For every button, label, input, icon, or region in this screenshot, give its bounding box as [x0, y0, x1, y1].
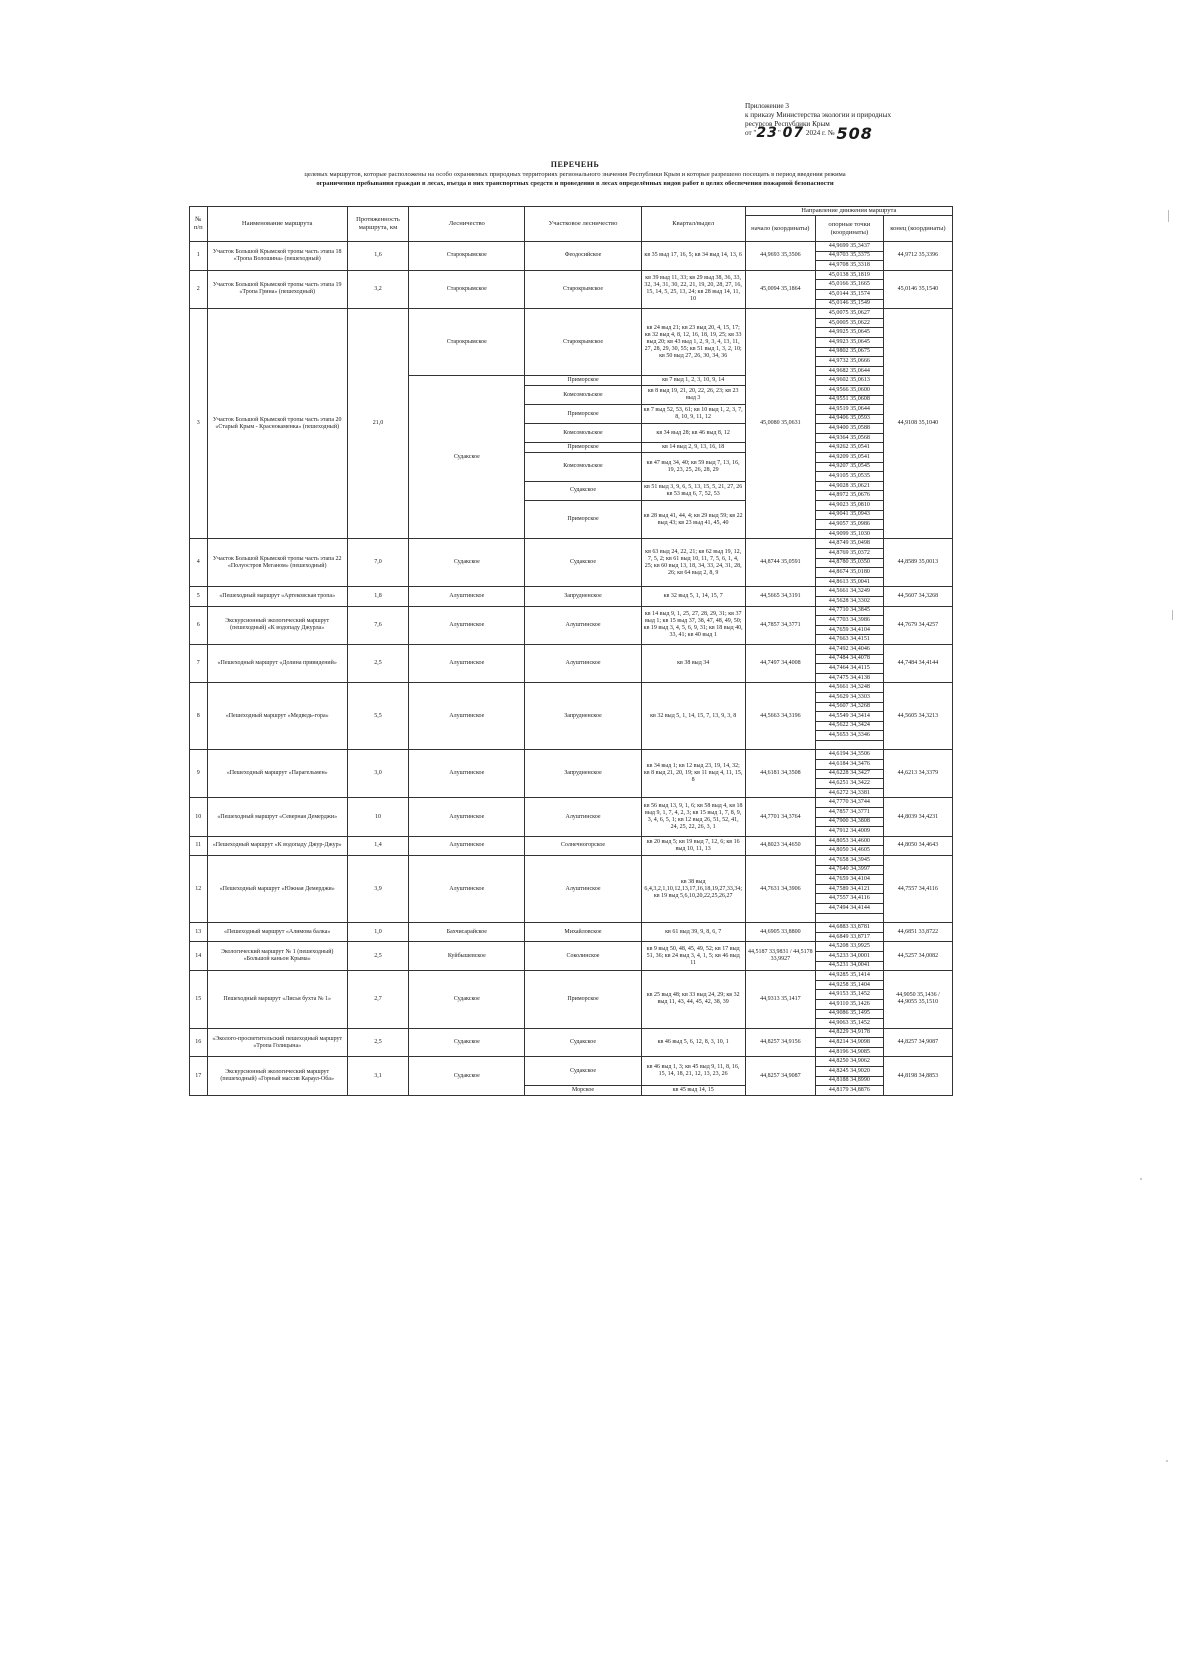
header-length: Протяженность маршрута, км: [347, 207, 408, 242]
table-row: [190, 971, 953, 981]
waypoint-coordinates: 44,5231 34,0041: [815, 961, 883, 971]
waypoint-coordinates: 44,5661 34,3248: [815, 683, 883, 693]
row-number: 4: [190, 539, 208, 587]
forestry-district: Соколинское: [525, 942, 641, 971]
start-coordinates: 44,6905 33,8800: [745, 923, 815, 942]
forestry: Куйбышевское: [409, 942, 525, 971]
waypoint-coordinates: 44,5549 34,3414: [815, 712, 883, 722]
route-length: 1,8: [347, 587, 408, 606]
scan-edge-mark: [1168, 210, 1169, 222]
forestry-district: Судакское: [525, 481, 641, 500]
waypoint-coordinates: 44,9207 35,0545: [815, 462, 883, 472]
start-coordinates: 44,7701 34,3764: [745, 798, 815, 836]
scan-speck: [1140, 1178, 1142, 1180]
forestry-district: Приморское: [525, 501, 641, 539]
waypoint-coordinates: 44,9086 35,1495: [815, 1009, 883, 1019]
waypoint-coordinates: 44,8188 34,8990: [815, 1076, 883, 1086]
waypoint-coordinates: 44,7494 34,4144: [815, 903, 883, 913]
waypoint-coordinates: 44,9566 35,0600: [815, 385, 883, 395]
forestry: Судакское: [409, 1057, 525, 1095]
forestry: Старокрымское: [409, 242, 525, 271]
forest-block: кв 8 выд 19, 21, 20, 22, 26, 23; кв 23 выд 3: [641, 385, 745, 404]
waypoint-coordinates: 44,5653 34,3346: [815, 731, 883, 741]
waypoint-coordinates: 44,8053 34,4600: [815, 836, 883, 846]
table-row: [190, 242, 953, 252]
waypoint-coordinates: 44,9099 35,1030: [815, 529, 883, 539]
table-row: [190, 270, 953, 280]
start-coordinates: 44,8023 34,4650: [745, 836, 815, 855]
forestry: Судакское: [409, 376, 525, 539]
forest-block: кв 34 выд 1; кв 12 выд 23, 19, 14, 32; кв 8 выд 21, 20, 19; кв 11 выд 4, 11, 15, 8: [641, 750, 745, 798]
forest-block: кв 9 выд 50, 48, 45, 49, 52; кв 17 выд 51, 36; кв 24 выд 3, 4, 1, 5; кв 46 выд 11: [641, 942, 745, 971]
forest-block: кв 20 выд 5; кв 19 выд 7, 12, 6; кв 16 выд 10, 11, 13: [641, 836, 745, 855]
end-coordinates: 44,6213 34,3379: [883, 750, 952, 798]
end-coordinates: 45,0146 35,1540: [883, 270, 952, 308]
table-row: [190, 923, 953, 933]
forestry-district: Комсомольское: [525, 385, 641, 404]
waypoint-coordinates: 44,7475 34,4138: [815, 673, 883, 683]
route-length: 21,0: [347, 309, 408, 539]
table-row: [190, 798, 953, 808]
forestry-district: Алуштинское: [525, 644, 641, 682]
table-row: [190, 606, 953, 616]
forest-block: кв 38 выд 34: [641, 644, 745, 682]
route-name: «Пешеходный маршрут «Медведь-гора»: [207, 683, 347, 750]
waypoint-coordinates: 44,5622 34,3424: [815, 721, 883, 731]
route-name: Экологический маршрут № 1 (пешеходный) «Большой каньон Крыма»: [207, 942, 347, 971]
row-number: 13: [190, 923, 208, 942]
waypoint-coordinates: 44,9262 35,0541: [815, 443, 883, 453]
waypoint-coordinates: 44,8749 35,0498: [815, 539, 883, 549]
forestry-district: Запрудненское: [525, 683, 641, 750]
waypoint-coordinates: 44,8250 34,9062: [815, 1057, 883, 1067]
waypoint-coordinates: 44,8674 35,0180: [815, 568, 883, 578]
waypoint-coordinates: 44,7484 34,4078: [815, 654, 883, 664]
route-length: 3,2: [347, 270, 408, 308]
route-length: 2,5: [347, 644, 408, 682]
route-name: «Эколого-просветительский пешеходный маршрут «Тропа Голицына»: [207, 1028, 347, 1057]
waypoint-coordinates: 44,7900 34,3808: [815, 817, 883, 827]
waypoint-coordinates: 45,0166 35,1665: [815, 280, 883, 290]
waypoint-coordinates: 44,6194 34,3506: [815, 750, 883, 760]
waypoint-coordinates: 44,9925 35,0645: [815, 328, 883, 338]
header-end: конец (координаты): [883, 216, 952, 242]
route-length: 1,6: [347, 242, 408, 271]
route-length: 2,5: [347, 1028, 408, 1057]
waypoint-coordinates: 44,7659 34,4104: [815, 625, 883, 635]
forestry: Старокрымское: [409, 309, 525, 376]
route-name: Экскурсионный экологический маршрут (пешеходный) «Горный массив Караул-Оба»: [207, 1057, 347, 1095]
waypoint-coordinates: 44,8214 34,9098: [815, 1038, 883, 1048]
route-name: Участок Большой Крымской тропы часть этапа 18 «Тропа Волошина» (пешеходный): [207, 242, 347, 271]
forest-block: кв 61 выд 39, 9, 8, 6, 7: [641, 923, 745, 942]
handwritten-month: 07: [782, 125, 805, 141]
start-coordinates: 44,9313 35,1417: [745, 971, 815, 1029]
start-coordinates: 44,8744 35,0591: [745, 539, 815, 587]
waypoint-coordinates: 44,7663 34,4151: [815, 635, 883, 645]
route-name: Пешеходный маршрут «Лисья бухта № 1»: [207, 971, 347, 1029]
header-direction: Направление движения маршрута: [745, 207, 952, 216]
header-name: Наименование маршрута: [207, 207, 347, 242]
forestry: Алуштинское: [409, 856, 525, 923]
forestry: Судакское: [409, 971, 525, 1029]
start-coordinates: 44,9693 35,3506: [745, 242, 815, 271]
waypoint-coordinates: 44,5628 34,3302: [815, 596, 883, 606]
start-coordinates: 44,5665 34,3191: [745, 587, 815, 606]
end-coordinates: 44,7679 34,4257: [883, 606, 952, 644]
waypoint-coordinates: 44,9400 35,0588: [815, 424, 883, 434]
waypoint-coordinates: 44,8229 34,9178: [815, 1028, 883, 1038]
forestry: Алуштинское: [409, 798, 525, 836]
row-number: 10: [190, 798, 208, 836]
forestry-district: Солнечногорское: [525, 836, 641, 855]
waypoint-coordinates: 44,9057 35,0986: [815, 520, 883, 530]
route-length: 3,9: [347, 856, 408, 923]
row-number: 5: [190, 587, 208, 606]
header-district: Участковое лесничество: [525, 207, 641, 242]
header-num: № п/п: [190, 207, 208, 242]
waypoint-coordinates: 44,9023 35,0810: [815, 501, 883, 511]
waypoint-empty: [815, 913, 883, 923]
waypoint-coordinates: 44,9699 35,3437: [815, 242, 883, 252]
table-row: [190, 1057, 953, 1067]
route-length: 10: [347, 798, 408, 836]
waypoint-coordinates: 44,9110 35,1426: [815, 999, 883, 1009]
end-coordinates: 44,8039 34,4231: [883, 798, 952, 836]
route-length: 5,5: [347, 683, 408, 750]
forestry-district: Феодосийское: [525, 242, 641, 271]
forest-block: кв 32 выд 5, 1, 14, 15, 7, 13, 9, 3, 8: [641, 683, 745, 750]
start-coordinates: 44,5187 33,9831 / 44,5178 33,9927: [745, 942, 815, 971]
routes-table: [189, 206, 953, 1096]
waypoint-coordinates: 44,7640 34,3997: [815, 865, 883, 875]
forestry-district: Комсомольское: [525, 453, 641, 482]
table-row: [190, 644, 953, 654]
row-number: 14: [190, 942, 208, 971]
waypoint-coordinates: 45,0005 35,0622: [815, 318, 883, 328]
forest-block: кв 63 выд 24, 22, 21; кв 62 выд 19, 12, 7, 5, 2; кв 61 выд 10, 11, 7, 5, 6, 1, 4, 25; кв 60 выд 13, 18, 34, 33, 24, 31, 28, 26; кв 64 выд 2, 8, 9: [641, 539, 745, 587]
waypoint-coordinates: 44,7557 34,4116: [815, 894, 883, 904]
waypoint-coordinates: 44,6228 34,3427: [815, 769, 883, 779]
waypoint-coordinates: 44,9063 35,1452: [815, 1019, 883, 1029]
row-number: 7: [190, 644, 208, 682]
waypoint-coordinates: 44,9041 35,0943: [815, 510, 883, 520]
start-coordinates: 45,0094 35,1864: [745, 270, 815, 308]
row-number: 16: [190, 1028, 208, 1057]
forest-block: кв 46 выд 1, 3; кв 45 выд 9, 11, 8, 16, 15, 14, 18, 21, 12, 13, 23, 26: [641, 1057, 745, 1086]
start-coordinates: 44,8257 34,9156: [745, 1028, 815, 1057]
forest-block: кв 56 выд 13, 9, 1, 6; кв 58 выд 4, кв 18 выд 9, 1, 7, 4, 2, 3; кв 15 выд 1, 7, 8, 9, 3, 4, 6, 5, 1; кв 12 выд 26, 51, 52, 41, 24, 25, 22, 26, 3, 1: [641, 798, 745, 836]
forestry-district: Алуштинское: [525, 856, 641, 923]
forestry-district: Приморское: [525, 376, 641, 386]
end-coordinates: 44,9050 35,1436 / 44,9055 35,1510: [883, 971, 952, 1029]
waypoint-coordinates: 45,0075 35,0627: [815, 309, 883, 319]
forestry-district: Запрудненское: [525, 587, 641, 606]
waypoint-coordinates: 45,0138 35,1819: [815, 270, 883, 280]
route-length: 2,7: [347, 971, 408, 1029]
route-length: 7,0: [347, 539, 408, 587]
route-length: 1,0: [347, 923, 408, 942]
row-number: 1: [190, 242, 208, 271]
forestry: Старокрымское: [409, 270, 525, 308]
subtitle-line-1: целевых маршрутов, которые расположены на особо охраняемых природных территориях регионального значения Республики Крым и которые разрешено посещать в период введения режима: [304, 171, 846, 178]
forest-block: кв 47 выд 34, 40; кв 59 выд 7, 13, 16, 19, 23, 25, 26, 28, 29: [641, 453, 745, 482]
appendix-line-3: ресурсов Республики Крым: [745, 120, 830, 128]
end-coordinates: 44,6851 33,8722: [883, 923, 952, 942]
forest-block: кв 14 выд 2, 9, 13, 16, 18: [641, 443, 745, 453]
waypoint-coordinates: 44,9708 35,3318: [815, 261, 883, 271]
route-name: «Пешеходный маршрут «К водопаду Джур-Джур»: [207, 836, 347, 855]
forestry: Алуштинское: [409, 836, 525, 855]
route-name: «Пешеходный маршрут «Артековская тропа»: [207, 587, 347, 606]
row-number: 11: [190, 836, 208, 855]
waypoint-coordinates: 44,9209 35,0541: [815, 453, 883, 463]
waypoint-coordinates: 44,6272 34,3381: [815, 788, 883, 798]
waypoint-coordinates: 44,8050 34,4605: [815, 846, 883, 856]
forest-block: кв 32 выд 5, 1, 14, 15, 7: [641, 587, 745, 606]
forestry-district: Алуштинское: [525, 606, 641, 644]
forestry-district: Судакское: [525, 539, 641, 587]
start-coordinates: 44,7497 34,4008: [745, 644, 815, 682]
appendix-line-1: Приложение 3: [745, 102, 789, 110]
waypoint-coordinates: 44,9153 35,1452: [815, 990, 883, 1000]
subtitle-line-2: ограничения пребывания граждан в лесах, въезда в них транспортных средств и проведения в лесах определённых видов работ в целях обеспечения пожарной безопасности: [316, 180, 834, 187]
forest-block: кв 38 выд 6,4,3,2,1,10,12,13,17,16,18,19,27,33,34; кв 19 выд 5,6,10,20,22,25,26,27: [641, 856, 745, 923]
waypoint-coordinates: 44,8245 34,9020: [815, 1067, 883, 1077]
header-points: опорные точки (координаты): [815, 216, 883, 242]
forest-block: кв 39 выд 11, 33; кв 29 выд 38, 36, 33, 32, 34, 31, 30, 22, 21, 19, 20, 28, 27, 16, 15, 14, 5, 25, 13, 24; кв 28 выд 14, 11, 10: [641, 270, 745, 308]
end-coordinates: 44,8257 34,9087: [883, 1028, 952, 1057]
start-coordinates: 44,6181 34,3508: [745, 750, 815, 798]
waypoint-coordinates: 44,9519 35,0644: [815, 405, 883, 415]
waypoint-coordinates: 44,6184 34,3476: [815, 760, 883, 770]
waypoint-coordinates: 44,9602 35,0613: [815, 376, 883, 386]
route-name: Участок Большой Крымской тропы часть этапа 19 «Тропа Грина» (пешеходный): [207, 270, 347, 308]
forest-block: кв 7 выд 1, 2, 3, 10, 9, 14: [641, 376, 745, 386]
date-mid: ": [777, 129, 781, 138]
waypoint-coordinates: 44,7857 34,3771: [815, 808, 883, 818]
end-coordinates: 44,5607 34,3268: [883, 587, 952, 606]
forest-block: кв 25 выд 48; кв 33 выд 24, 29; кв 32 выд 11, 43, 44, 45, 42, 38, 39: [641, 971, 745, 1029]
forestry-district: Старокрымское: [525, 309, 641, 376]
forestry-district: Судакское: [525, 1057, 641, 1086]
forestry-district: Старокрымское: [525, 270, 641, 308]
route-name: «Пешеходный маршрут «Алимова балка»: [207, 923, 347, 942]
waypoint-coordinates: 44,7912 34,4009: [815, 827, 883, 837]
waypoint-coordinates: 44,8613 35,0041: [815, 577, 883, 587]
route-length: 1,4: [347, 836, 408, 855]
table-row: [190, 750, 953, 760]
start-coordinates: 44,5663 34,3196: [745, 683, 815, 750]
waypoint-coordinates: 44,7710 34,3845: [815, 606, 883, 616]
forest-block: кв 24 выд 21; кв 23 выд 20, 4, 15, 17; кв 32 выд 4, 8, 12, 16, 18, 19, 25; кв 33 выд 20; кв 43 выд 1, 2, 9, 3, 4, 13, 11, 27, 28, 29, 30, 55; кв 51 выд 1, 3, 2, 10; кв 50 выд 27, 26, 30, 34, 36: [641, 309, 745, 376]
route-name: «Пешеходный маршрут «Южная Демерджи»: [207, 856, 347, 923]
waypoint-coordinates: 44,7464 34,4115: [815, 664, 883, 674]
waypoint-coordinates: 44,9923 35,0645: [815, 337, 883, 347]
waypoint-coordinates: 44,7703 34,3986: [815, 616, 883, 626]
forestry: Судакское: [409, 1028, 525, 1057]
end-coordinates: 44,7557 34,4116: [883, 856, 952, 923]
table-row: [190, 539, 953, 549]
route-name: «Пешеходный маршрут «Долина привидений»: [207, 644, 347, 682]
row-number: 17: [190, 1057, 208, 1095]
header-forestry: Лесничество: [409, 207, 525, 242]
waypoint-coordinates: 44,9285 35,1414: [815, 971, 883, 981]
waypoint-coordinates: 44,9802 35,0675: [815, 347, 883, 357]
waypoint-coordinates: 44,6883 33,8781: [815, 923, 883, 933]
table-row: [190, 836, 953, 846]
table-row: [190, 587, 953, 597]
forestry-district: Комсомольское: [525, 424, 641, 443]
waypoint-coordinates: 44,9105 35,0535: [815, 472, 883, 482]
waypoint-coordinates: 44,7492 34,4046: [815, 644, 883, 654]
forest-block: кв 46 выд 5, 6, 12, 8, 3, 10, 1: [641, 1028, 745, 1057]
forestry-district: Михайловское: [525, 923, 641, 942]
row-number: 2: [190, 270, 208, 308]
routes-table-body: [190, 242, 953, 1096]
waypoint-coordinates: 44,8780 35,0350: [815, 558, 883, 568]
start-coordinates: 44,7857 34,3771: [745, 606, 815, 644]
end-coordinates: 44,9712 35,3396: [883, 242, 952, 271]
row-number: 6: [190, 606, 208, 644]
row-number: 9: [190, 750, 208, 798]
waypoint-coordinates: 44,9258 35,1404: [815, 980, 883, 990]
forest-block: кв 34 выд 28; кв 46 выд 8, 12: [641, 424, 745, 443]
waypoint-coordinates: 44,9028 35,0621: [815, 481, 883, 491]
forestry-district: Запрудненское: [525, 750, 641, 798]
forestry: Алуштинское: [409, 606, 525, 644]
end-coordinates: 44,7484 34,4144: [883, 644, 952, 682]
handwritten-number: 508: [836, 124, 873, 143]
route-name: Участок Большой Крымской тропы часть этапа 20 «Старый Крым - Краснокаменка» (пешеходный): [207, 309, 347, 539]
waypoint-coordinates: 44,5233 34,0001: [815, 951, 883, 961]
appendix-header: [745, 102, 945, 143]
forestry: Судакское: [409, 539, 525, 587]
end-coordinates: 44,8198 34,8853: [883, 1057, 952, 1095]
route-length: 2,5: [347, 942, 408, 971]
route-name: Экскурсионный экологический маршрут (пешеходный) «К водопаду Джурла»: [207, 606, 347, 644]
forestry-district: Алуштинское: [525, 798, 641, 836]
waypoint-coordinates: 44,9732 35,0666: [815, 357, 883, 367]
date-prefix: от ": [745, 129, 757, 138]
waypoint-coordinates: 44,9551 35,0608: [815, 395, 883, 405]
table-row: [190, 856, 953, 866]
route-length: 3,0: [347, 750, 408, 798]
row-number: 15: [190, 971, 208, 1029]
header-start: начало (координаты): [745, 216, 815, 242]
route-length: 3,1: [347, 1057, 408, 1095]
start-coordinates: 45,0080 35,0631: [745, 309, 815, 539]
waypoint-coordinates: 44,9682 35,0644: [815, 366, 883, 376]
waypoint-coordinates: 44,6251 34,3422: [815, 779, 883, 789]
waypoint-coordinates: 44,9364 35,0568: [815, 433, 883, 443]
forestry: Бахчисарайское: [409, 923, 525, 942]
document-subtitle: [190, 170, 960, 188]
forestry-district: Приморское: [525, 971, 641, 1029]
forestry: Алуштинское: [409, 644, 525, 682]
waypoint-coordinates: 44,8196 34,9085: [815, 1047, 883, 1057]
waypoint-coordinates: 44,8972 35,0676: [815, 491, 883, 501]
waypoint-coordinates: 44,9406 35,0593: [815, 414, 883, 424]
waypoint-coordinates: 44,7659 34,4104: [815, 875, 883, 885]
end-coordinates: 44,5257 34,0082: [883, 942, 952, 971]
route-name: «Пешеходный маршрут «Парагельмен»: [207, 750, 347, 798]
document-title: [190, 160, 960, 169]
forestry: Алуштинское: [409, 587, 525, 606]
waypoint-coordinates: 45,0144 35,1574: [815, 289, 883, 299]
forestry-district: Приморское: [525, 443, 641, 453]
route-name: Участок Большой Крымской тропы часть этапа 22 «Полуостров Меганом» (пешеходный): [207, 539, 347, 587]
waypoint-coordinates: 44,8179 34,8876: [815, 1086, 883, 1096]
start-coordinates: 44,8257 34,9087: [745, 1057, 815, 1095]
waypoint-coordinates: 45,0146 35,1549: [815, 299, 883, 309]
waypoint-coordinates: 44,8769 35,0372: [815, 549, 883, 559]
waypoint-coordinates: 44,7589 34,4121: [815, 884, 883, 894]
table-row: [190, 1028, 953, 1038]
waypoint-coordinates: 44,5208 33,9925: [815, 942, 883, 952]
waypoint-coordinates: 44,5607 34,3268: [815, 702, 883, 712]
forestry-district: Приморское: [525, 405, 641, 424]
forest-block: кв 45 выд 14, 15: [641, 1086, 745, 1096]
handwritten-day: 23: [756, 125, 778, 141]
forestry: Алуштинское: [409, 683, 525, 750]
forest-block: кв 35 выд 17, 16, 5; кв 34 выд 14, 13, 6: [641, 242, 745, 271]
waypoint-empty: [815, 740, 883, 750]
waypoint-coordinates: 44,9703 35,3375: [815, 251, 883, 261]
forestry: Алуштинское: [409, 750, 525, 798]
waypoint-coordinates: 44,7770 34,3744: [815, 798, 883, 808]
waypoint-coordinates: 44,5629 34,3303: [815, 692, 883, 702]
appendix-line-2: к приказу Министерства экологии и природных: [745, 111, 892, 119]
forest-block: кв 14 выд 9, 1, 25, 27, 28, 29, 31; кв 37 выд 1; кв 15 выд 37, 38, 47, 48, 49, 50; кв 19 выд 3, 4, 5, 6, 9, 31; кв 18 выд 40, 33, 41; кв 40 выд 1: [641, 606, 745, 644]
end-coordinates: 44,5605 34,3213: [883, 683, 952, 750]
waypoint-coordinates: 44,5661 34,3249: [815, 587, 883, 597]
date-year: 2024 г. №: [805, 129, 835, 138]
forestry-district: Судакское: [525, 1028, 641, 1057]
scan-speck: [1166, 1460, 1168, 1462]
forest-block: кв 7 выд 52, 53, 61; кв 10 выд 1, 2, 3, 7, 8, 10, 9, 11, 12: [641, 405, 745, 424]
table-row: [190, 309, 953, 319]
start-coordinates: 44,7631 34,3906: [745, 856, 815, 923]
header-block: Квартал/выдел: [641, 207, 745, 242]
forest-block: кв 51 выд 3, 9, 6, 5, 13, 15, 5, 21, 27, 26 кв 53 выд 6, 7, 52, 53: [641, 481, 745, 500]
route-name: «Пешеходный маршрут «Северная Демерджи»: [207, 798, 347, 836]
table-row: [190, 942, 953, 952]
end-coordinates: 44,8050 34,4643: [883, 836, 952, 855]
row-number: 12: [190, 856, 208, 923]
forest-block: кв 28 выд 41, 44, 4; кв 29 выд 59; кв 22 выд 43; кв 23 выд 41, 45, 40: [641, 501, 745, 539]
end-coordinates: 44,9108 35,1040: [883, 309, 952, 539]
waypoint-coordinates: 44,7658 34,3945: [815, 856, 883, 866]
forestry-district: Морское: [525, 1086, 641, 1096]
end-coordinates: 44,8589 35,0013: [883, 539, 952, 587]
row-number: 3: [190, 309, 208, 539]
route-length: 7,6: [347, 606, 408, 644]
waypoint-coordinates: 44,6849 33,8717: [815, 932, 883, 942]
row-number: 8: [190, 683, 208, 750]
title-heading: ПЕРЕЧЕНЬ: [550, 160, 600, 169]
table-row: [190, 683, 953, 693]
scan-edge-mark: [1172, 610, 1173, 620]
